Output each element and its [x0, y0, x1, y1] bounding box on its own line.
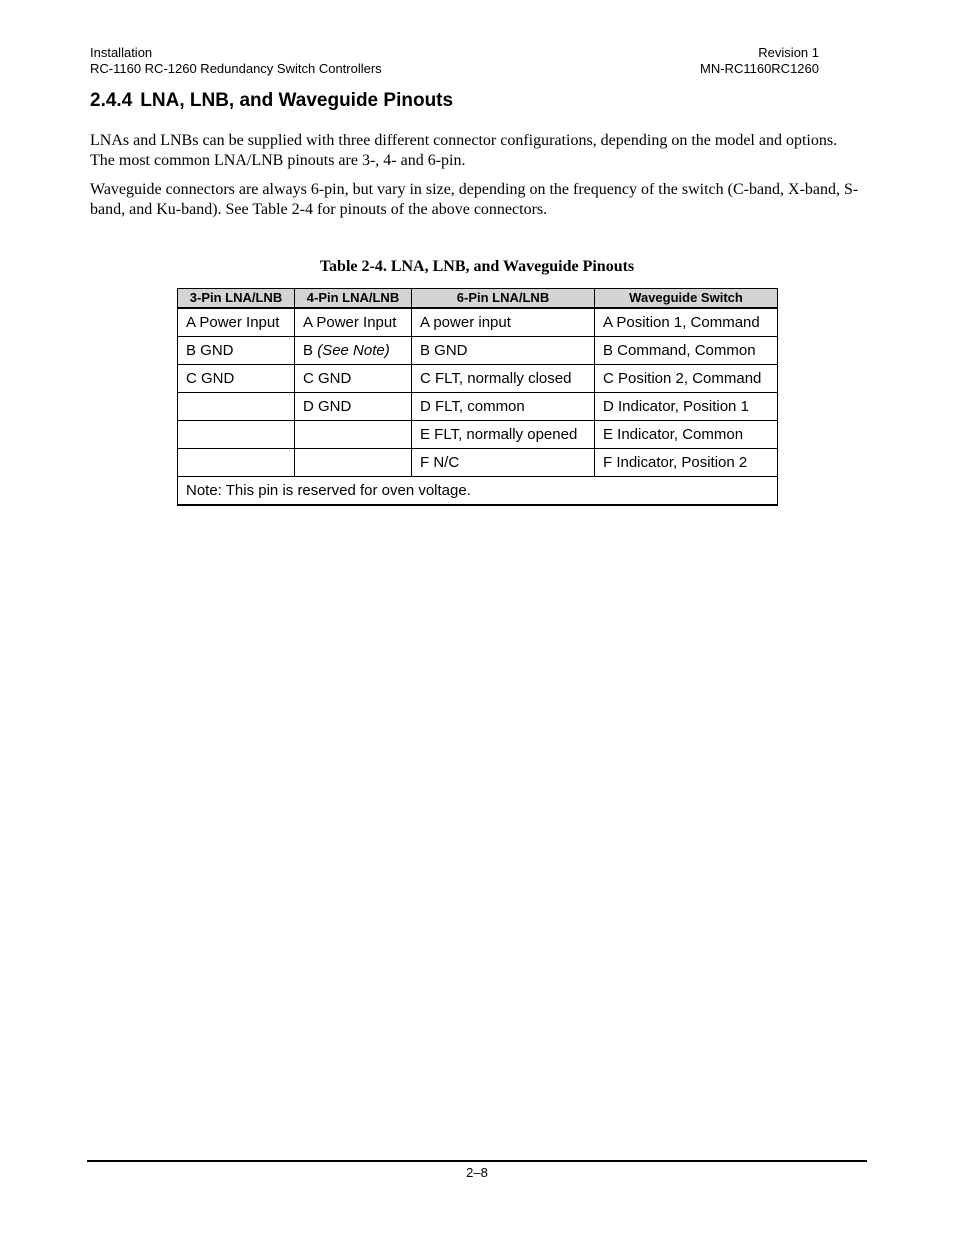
footer-divider [87, 1160, 867, 1162]
column-header: 4-Pin LNA/LNB [295, 289, 412, 309]
table-cell: C Position 2, Command [595, 365, 778, 393]
table-cell [295, 421, 412, 449]
table-note-row [178, 477, 778, 506]
header-manual-title: RC-1160 RC-1260 Redundancy Switch Controllers [90, 61, 382, 76]
column-header: 6-Pin LNA/LNB [412, 289, 595, 309]
column-header: Waveguide Switch [595, 289, 778, 309]
table-cell: D Indicator, Position 1 [595, 393, 778, 421]
table-cell: D GND [295, 393, 412, 421]
table-cell [178, 393, 295, 421]
header-doc-number: MN-RC1160RC1260 [700, 61, 819, 76]
page-number: 2–8 [466, 1165, 488, 1180]
table-cell [178, 421, 295, 449]
table-cell: A Power Input [178, 308, 295, 337]
table-cell [178, 449, 295, 477]
table-cell: C GND [295, 365, 412, 393]
section-number: 2.4.4 [90, 90, 133, 111]
table-cell: F Indicator, Position 2 [595, 449, 778, 477]
table-cell: E FLT, normally opened [412, 421, 595, 449]
pinout-table [177, 288, 778, 506]
table-cell: B Command, Common [595, 337, 778, 365]
section-title: LNA, LNB, and Waveguide Pinouts [140, 90, 454, 111]
header-chapter: Installation [90, 45, 153, 60]
table-row [178, 308, 778, 337]
table-cell: A Power Input [295, 308, 412, 337]
table-cell [295, 449, 412, 477]
table-row [178, 449, 778, 477]
table-note: Note: This pin is reserved for oven voltage. [178, 477, 778, 506]
column-header: 3-Pin LNA/LNB [178, 289, 295, 309]
section-heading [90, 89, 453, 113]
table-cell: F N/C [412, 449, 595, 477]
table-cell: C GND [178, 365, 295, 393]
table-cell: A power input [412, 308, 595, 337]
table-cell: E Indicator, Common [595, 421, 778, 449]
table-row [178, 393, 778, 421]
table-row [178, 337, 778, 365]
paragraph-waveguide-connectors: Waveguide connectors are always 6-pin, but vary in size, depending on the frequency of the switch (C-band, X-band, S-band, and Ku-band). See Table 2-4 for pinouts of the above connectors. [90, 181, 859, 218]
table-cell: D FLT, common [412, 393, 595, 421]
header-revision: Revision 1 [758, 45, 819, 60]
table-caption: Table 2-4. LNA, LNB, and Waveguide Pinouts [319, 258, 635, 275]
see-note-reference: (See Note) [317, 341, 390, 359]
table-row [178, 365, 778, 393]
table-header-row [178, 289, 778, 309]
table-row [178, 421, 778, 449]
paragraph-connector-configs: LNAs and LNBs can be supplied with three different connector configurations, depending on the model and options. The most common LNA/LNB pinouts are 3-, 4- and 6-pin. [90, 132, 838, 169]
table-cell: B GND [178, 337, 295, 365]
table-cell [295, 337, 412, 365]
running-header-left [90, 45, 382, 77]
table-cell: C FLT, normally closed [412, 365, 595, 393]
table-cell: A Position 1, Command [595, 308, 778, 337]
running-header-right [700, 45, 819, 77]
table-cell: B GND [412, 337, 595, 365]
pin-label: B [303, 341, 314, 359]
